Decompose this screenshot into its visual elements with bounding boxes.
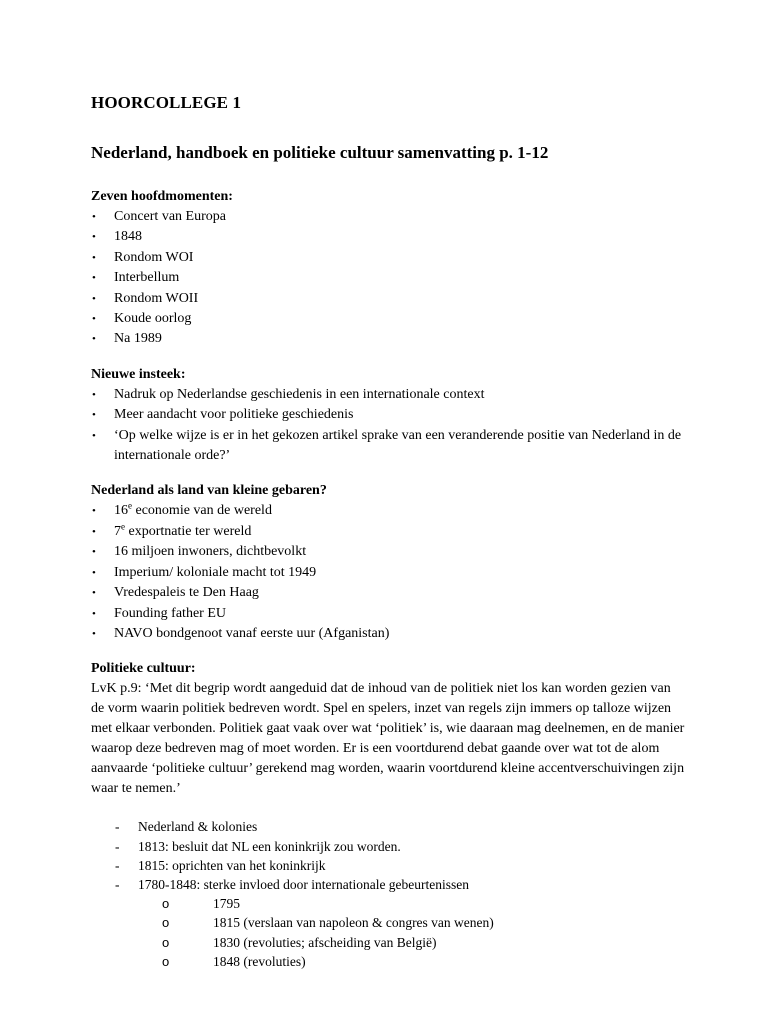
- section-politieke-cultuur: [91, 659, 691, 971]
- list-item: • Founding father EU: [91, 604, 691, 624]
- bullet-icon: •: [92, 546, 96, 559]
- list-item: • NAVO bondgenoot vanaf eerste uur (Afganistan): [91, 624, 691, 644]
- section-kleine-gebaren: [91, 481, 691, 644]
- bullet-icon: •: [92, 292, 96, 305]
- bullet-icon: •: [92, 272, 96, 285]
- section-title: Nieuwe insteek:: [91, 366, 186, 382]
- bullet-list: [91, 385, 691, 467]
- list-item: • Meer aandacht voor politieke geschiedenis: [91, 405, 691, 425]
- list-item: • 1848: [91, 227, 691, 247]
- list-item: o 1830 (revoluties; afscheiding van België): [91, 933, 691, 952]
- bullet-icon: •: [92, 333, 96, 346]
- circle-bullet-icon: o: [162, 896, 170, 912]
- list-item: • Interbellum: [91, 268, 691, 288]
- bullet-icon: •: [92, 429, 96, 442]
- list-item: - 1813: besluit dat NL een koninkrijk zou worden.: [91, 837, 691, 856]
- dash-list: [91, 817, 691, 894]
- list-item: • Concert van Europa: [91, 207, 691, 227]
- bullet-icon: •: [92, 505, 96, 518]
- list-item: - 1815: oprichten van het koninkrijk: [91, 856, 691, 875]
- list-item: • Na 1989: [91, 329, 691, 349]
- list-item: • Imperium/ koloniale macht tot 1949: [91, 563, 691, 583]
- bullet-icon: •: [92, 313, 96, 326]
- list-item: • Vredespaleis te Den Haag: [91, 583, 691, 603]
- section-nieuwe-insteek: [91, 365, 691, 467]
- bullet-icon: •: [92, 251, 96, 264]
- bullet-icon: •: [92, 525, 96, 538]
- list-item: • Rondom WOII: [91, 289, 691, 309]
- bullet-icon: •: [92, 231, 96, 244]
- list-item: o 1815 (verslaan van napoleon & congres van wenen): [91, 913, 691, 932]
- dash-marker: -: [115, 857, 120, 873]
- list-item: • 7e exportnatie ter wereld: [91, 522, 691, 542]
- bullet-icon: •: [92, 566, 96, 579]
- list-item: • Koude oorlog: [91, 309, 691, 329]
- section-zeven-hoofdmomenten: [91, 187, 691, 350]
- list-item: • Nadruk op Nederlandse geschiedenis in een internationale context: [91, 385, 691, 405]
- circle-bullet-icon: o: [162, 953, 170, 969]
- bullet-list: [91, 501, 691, 644]
- section-title: Nederland als land van kleine gebaren?: [91, 483, 327, 499]
- circle-bullet-icon: o: [162, 915, 170, 931]
- bullet-icon: •: [92, 627, 96, 640]
- list-item: o 1795: [91, 894, 691, 913]
- sub-list: [91, 894, 691, 971]
- bullet-icon: •: [92, 607, 96, 620]
- list-item: o 1848 (revoluties): [91, 952, 691, 971]
- bullet-icon: •: [92, 211, 96, 223]
- document-heading: HOORCOLLEGE 1: [91, 93, 242, 112]
- dash-marker: -: [115, 838, 120, 854]
- list-item: • 16e economie van de wereld: [91, 501, 691, 521]
- list-item: • ‘Op welke wijze is er in het gekozen artikel sprake van een veranderende positie van Nederland in de internationale orde?’: [92, 427, 682, 464]
- bullet-icon: •: [92, 388, 96, 401]
- bullet-list: [91, 207, 691, 350]
- circle-bullet-icon: o: [162, 934, 170, 950]
- document-subheading: Nederland, handboek en politieke cultuur samenvatting p. 1-12: [91, 143, 549, 162]
- bullet-icon: •: [92, 587, 96, 600]
- dash-marker: -: [115, 819, 120, 835]
- bullet-icon: •: [92, 409, 96, 422]
- list-item: • 16 miljoen inwoners, dichtbevolkt: [91, 542, 691, 562]
- list-item: - 1780-1848: sterke invloed door internationale gebeurtenissen: [91, 875, 691, 894]
- quote-paragraph: LvK p.9: ‘Met dit begrip wordt aangeduid dat de inhoud van de politiek niet los kan worden gezien van de vorm waarin politiek bedreven wordt. Spel en spelers, inzet van regels zijn immers op talloze wijzen met elkaar verbonden. Politiek gaat vaak over wat ‘politiek’ is, wie daaraan mag deelnemen, en de manier waarop deze bedreven mag of moet worden. Er is een voortdurend debat gaande over wat tot de alom aanvaarde ‘politieke cultuur’ gerekend mag worden, waarin voortdurend kleine accentverschuivingen zijn waar te nemen.’: [91, 681, 685, 797]
- section-title: Zeven hoofdmomenten:: [91, 189, 233, 204]
- dash-marker: -: [115, 876, 120, 892]
- section-title: Politieke cultuur:: [91, 661, 196, 677]
- list-item: - Nederland & kolonies: [91, 817, 691, 836]
- list-item: • Rondom WOI: [91, 248, 691, 268]
- document-page: [91, 92, 691, 971]
